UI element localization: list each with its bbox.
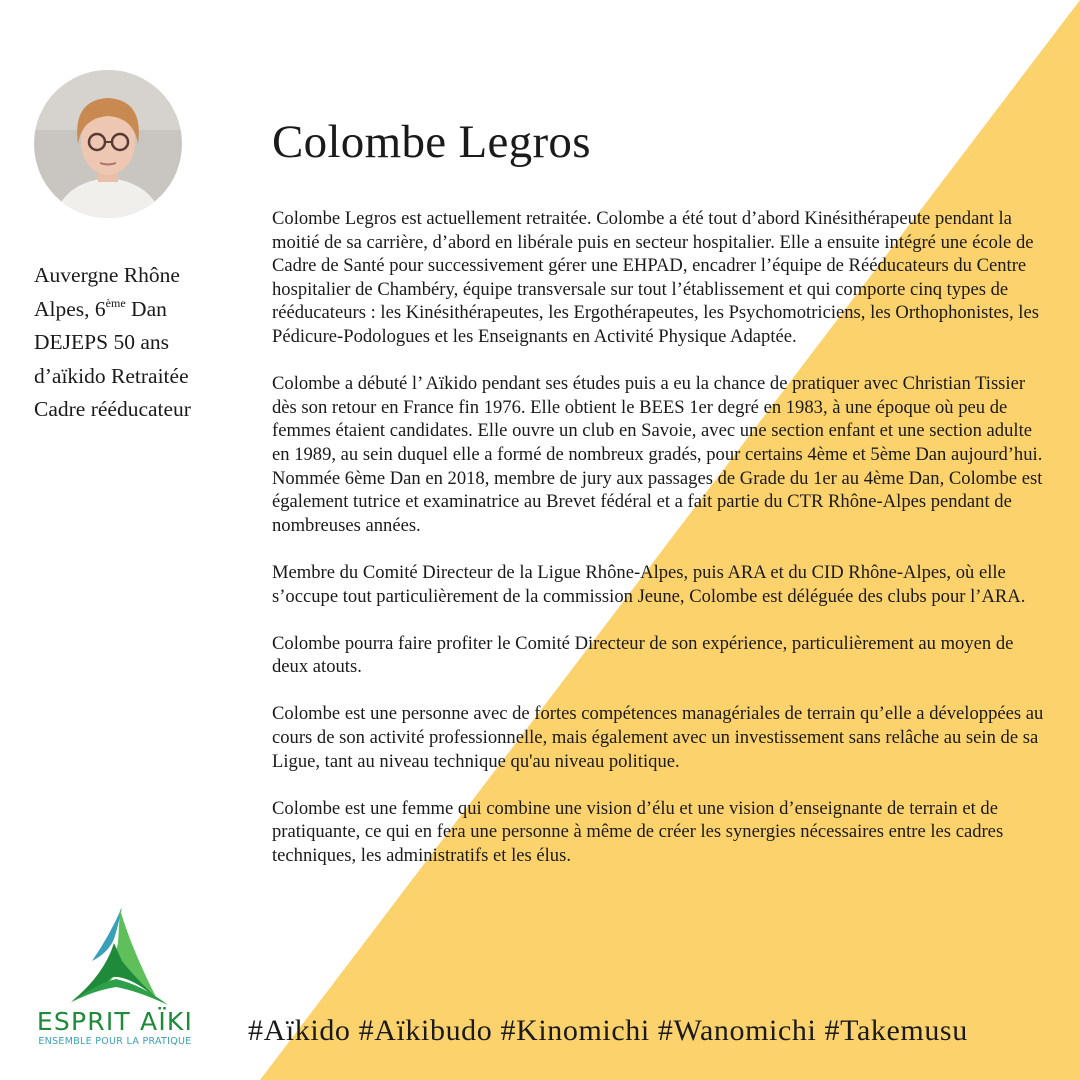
biography — [272, 207, 1052, 891]
esprit-aiki-logo — [30, 905, 200, 1055]
bio-paragraph: Colombe pourra faire profiter le Comité Directeur de son expérience, particulièrement au moyen de deux atouts. — [272, 632, 1014, 678]
bio-paragraph: Membre du Comité Directeur de la Ligue Rhône-Alpes, puis ARA et du CID Rhône-Alpes, où elle s’occupe tout particulièrement de la commission Jeune, Colombe est déléguée des clubs pour l’ARA. — [272, 561, 1026, 607]
bio-paragraph: Colombe Legros est actuellement retraitée. Colombe a été tout d’abord Kinésithérapeute pendant la moitié de sa carrière, d’abord en libérale puis en secteur hospitalier. Elle a ensuite intégré une école de Cadre de Santé pour successivement gérer une EHPAD, encadrer l’équipe de Rééducateurs du Centre hospitalier de Chambéry, équipe transversale sur tout l’établissement et qui comporte cinq types de rééducateurs : les Kinésithérapeutes, les Ergothérapeutes, les Psychomotriciens, les Orthophonistes, les Pédicure-Podologues et les Enseignants en Activité Physique Adaptée. — [272, 208, 1039, 347]
profile-photo — [34, 70, 182, 218]
member-summary — [34, 259, 234, 427]
bio-paragraph: Colombe est une femme qui combine une vision d’élu et une vision d’enseignante de terrain et de pratiquante, ce qui en fera une personne à même de créer les synergies nécessaires entre les cadres techniques, les administratifs et les élus. — [272, 797, 1004, 867]
hashtags: #Aïkido #Aïkibudo #Kinomichi #Wanomichi #Takemusu — [248, 1014, 968, 1047]
bio-paragraph: Colombe est une personne avec de fortes compétences managériales de terrain qu’elle a développées au cours de son activité professionnelle, mais également avec un investissement sans relâche au sein de sa Ligue, tant au niveau technique qu'au niveau politique. — [272, 703, 1044, 772]
esprit-aiki-logo-mark-icon — [52, 905, 178, 1007]
summary-part-2: Dan DEJEPS 50 ans d’aïkido Retraitée Cadre rééducateur — [34, 296, 191, 421]
portrait-photo-icon — [34, 70, 182, 218]
summary-superscript: ème — [105, 295, 126, 310]
logo-tagline: ENSEMBLE POUR LA PRATIQUE — [38, 1036, 192, 1047]
summary-part-1: Auvergne Rhône Alpes, 6 — [34, 263, 180, 321]
bio-paragraph: Colombe a débuté l’ Aïkido pendant ses études puis a eu la chance de pratiquer avec Christian Tissier dès son retour en France fin 1976. Elle obtient le BEES 1er degré en 1983, à une époque où peu de femmes étaient candidates. Elle ouvre un club en Savoie, avec une section enfant et une section adulte en 1989, au sein duquel elle a formé de nombreux gradés, pour certains 4ème et 5ème Dan aujourd’hui. Nommée 6ème Dan en 2018, membre de jury aux passages de Grade du 1er au 4ème Dan, Colombe est également tutrice et examinatrice au Brevet fédéral et a fait partie du CTR Rhône-Alpes pendant de nombreuses années. — [272, 373, 1043, 536]
logo-wordmark: ESPRIT AÏKI — [36, 1007, 194, 1036]
member-name: Colombe Legros — [272, 116, 591, 168]
